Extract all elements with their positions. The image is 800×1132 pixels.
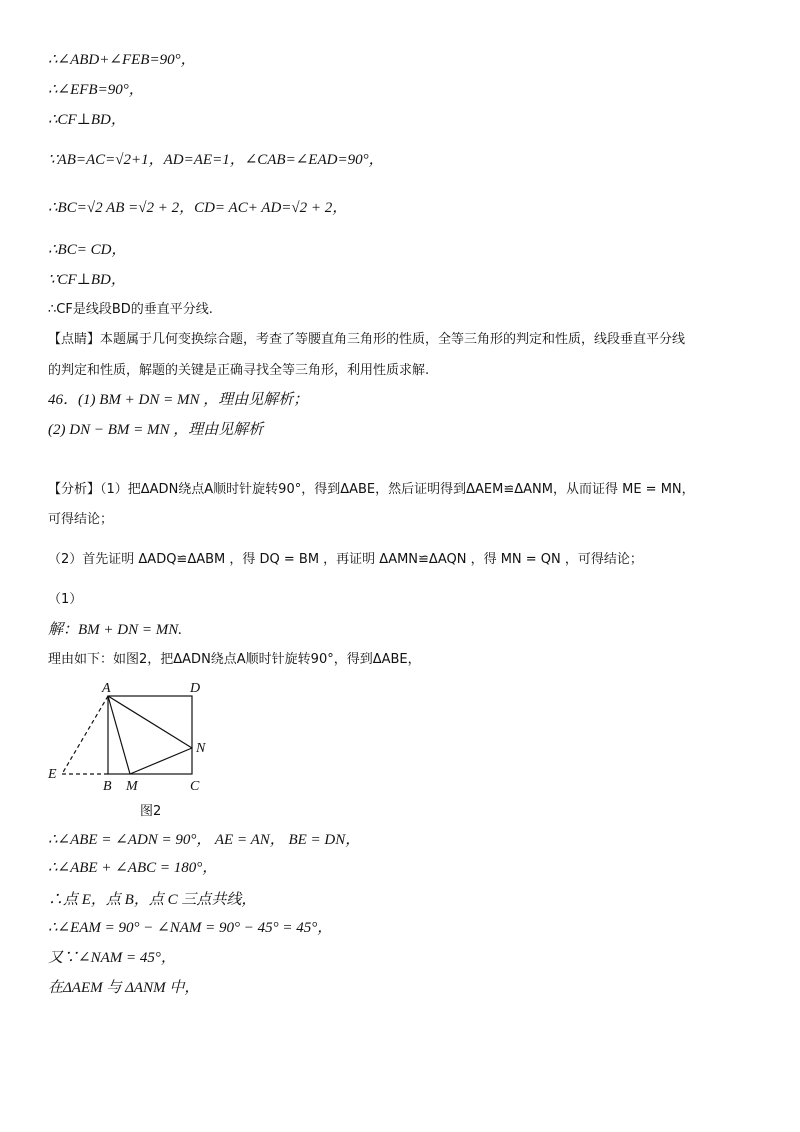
label-d: D [190, 681, 201, 696]
segment-mn [130, 748, 192, 774]
label-e: E [48, 767, 57, 782]
text-line: ∴CF是线段BD的垂直平分线. [48, 302, 213, 317]
analysis-line: （2）首先证明 ΔADQ≌ΔABM ，得 DQ = BM ，再证明 ΔAMN≌ΔAQN ，得 MN = QN ，可得结论； [48, 552, 643, 567]
text-line: 又∵∠NAM = 45°， [48, 950, 176, 966]
square-abcd [108, 696, 192, 774]
text-line: ∴∠EAM = 90° − ∠NAM = 90° − 45° = 45°， [48, 920, 333, 936]
text-line: ∴BC=√2 AB =√2 + 2，CD= AC+ AD=√2 + 2， [48, 200, 348, 216]
answer-line: 46．(1) BM + DN = MN ，理由见解析； [48, 392, 309, 408]
note-line: 的判定和性质，解题的关键是正确寻找全等三角形，利用性质求解. [48, 363, 430, 378]
segment-ae [62, 696, 108, 774]
text-line: ∴∠ABD+∠FEB=90°， [48, 52, 196, 68]
text-line: ∵AB=AC=√2+1，AD=AE=1，∠CAB=∠EAD=90°， [48, 152, 384, 168]
text-line: ∴BC= CD， [48, 242, 127, 258]
label-n: N [196, 741, 206, 756]
label-a: A [102, 681, 111, 696]
text-line: ∴∠EFB=90°， [48, 82, 144, 98]
text-line: ∴∠ABE + ∠ABC = 180°， [48, 860, 218, 876]
text-line: ∴CF⊥BD， [48, 112, 126, 128]
analysis-line: 【分析】（1）把ΔADN绕点A顺时针旋转90°，得到ΔABE，然后证明得到ΔAEM≌ΔANM，从而证得 ME = MN， [48, 482, 695, 497]
label-b: B [103, 779, 112, 794]
note-line: 【点睛】本题属于几何变换综合题，考查了等腰直角三角形的性质，全等三角形的判定和性质，线段垂直平分线 [48, 332, 686, 347]
text-line: ∵CF⊥BD， [48, 272, 126, 288]
label-c: C [190, 779, 200, 794]
figure-caption: 图2 [140, 804, 162, 819]
answer-line: (2) DN − BM = MN ，理由见解析 [48, 422, 264, 438]
label-m: M [126, 779, 138, 794]
text-line: （1） [48, 592, 83, 607]
analysis-line: 可得结论； [48, 512, 114, 527]
text-line: 解：BM + DN = MN. [48, 622, 182, 638]
text-line: 在ΔAEM 与 ΔANM 中， [48, 980, 200, 996]
text-line: ∴点 E，点 B，点 C 三点共线， [48, 892, 257, 908]
text-line: ∴∠ABE = ∠ADN = 90°， AE = AN， BE = DN， [48, 832, 361, 848]
text-line: 理由如下：如图2，把ΔADN绕点A顺时针旋转90°，得到ΔABE， [48, 652, 421, 667]
